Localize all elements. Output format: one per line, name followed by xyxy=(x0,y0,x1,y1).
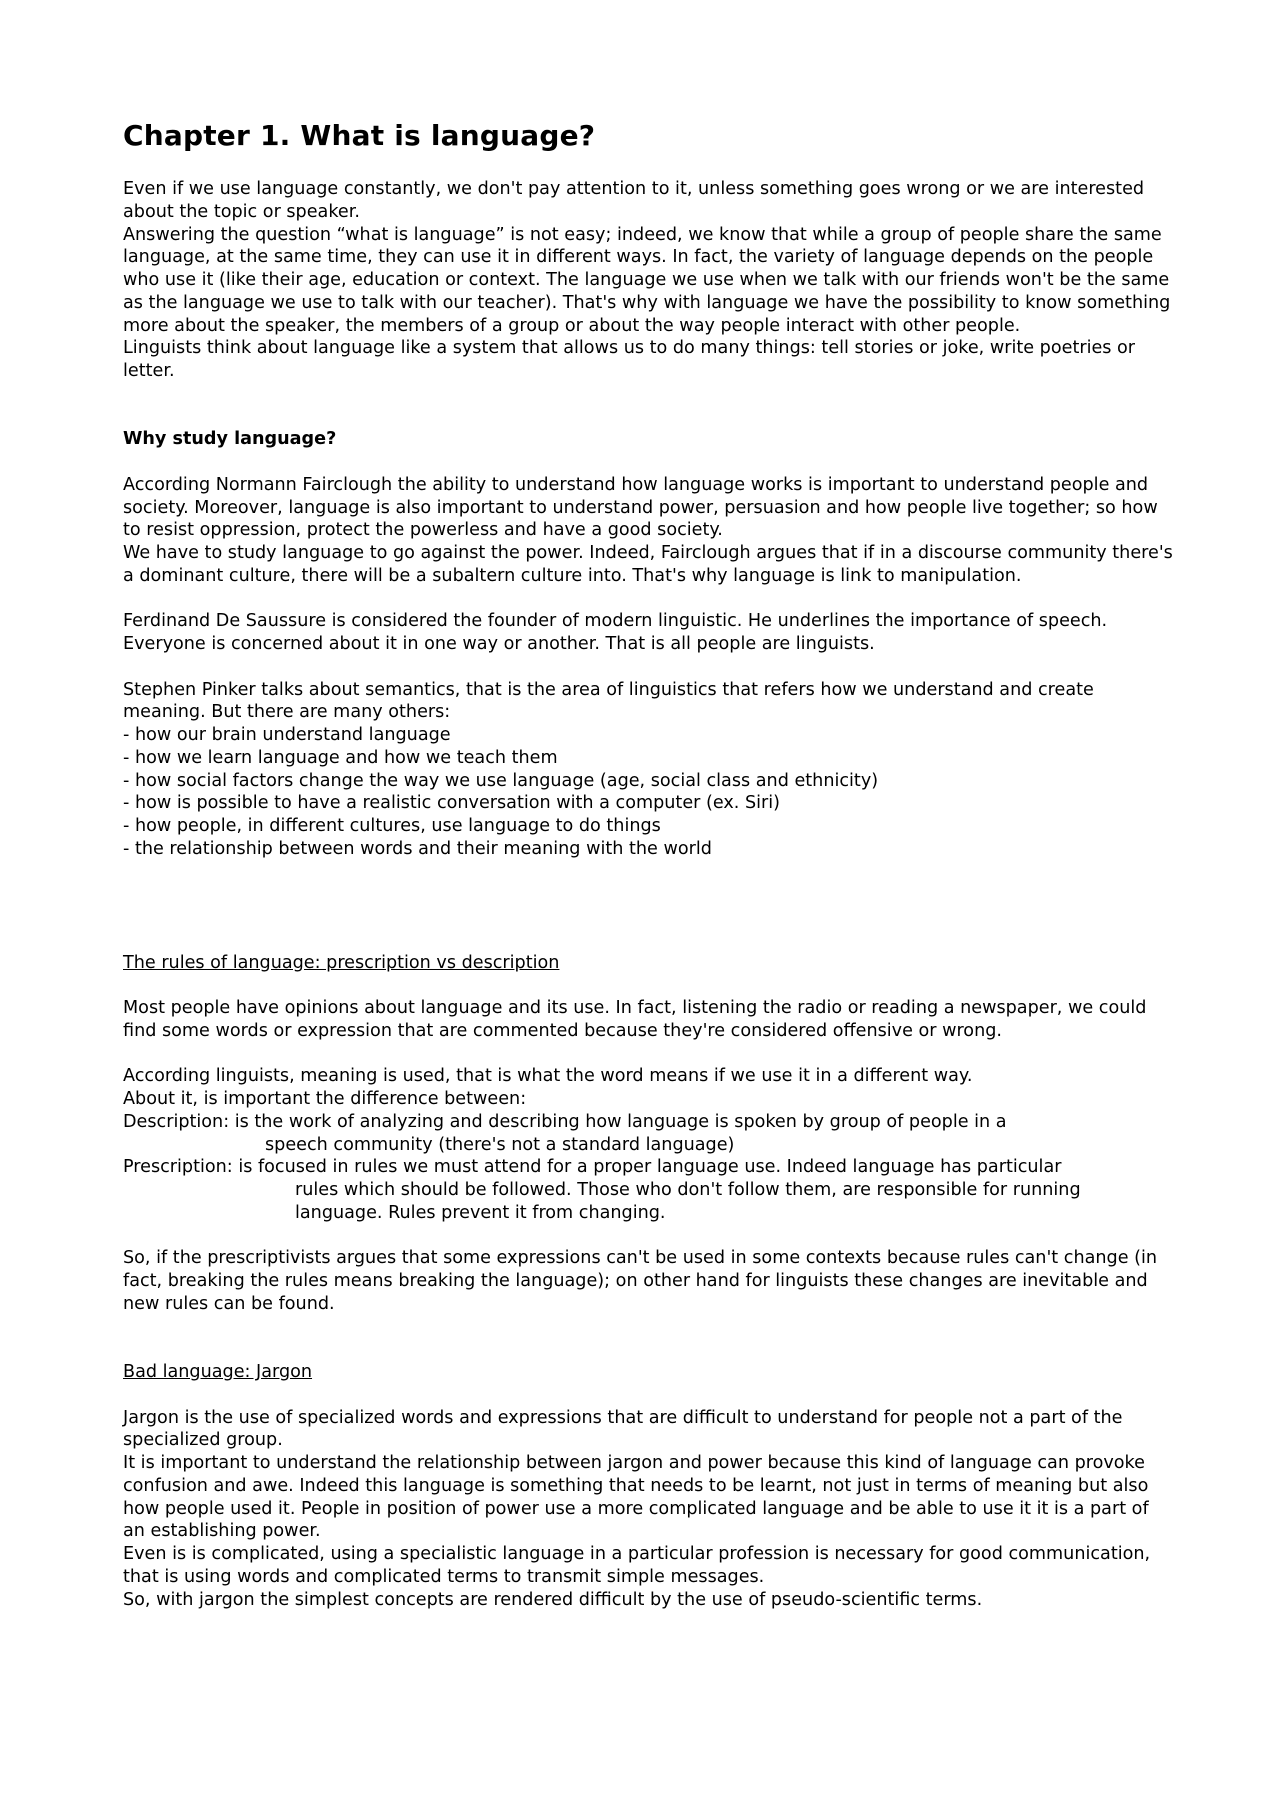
linguistics-areas-list xyxy=(123,724,1173,861)
description-text-line-2: speech community (there's not a standard language) xyxy=(265,1134,735,1155)
spacer xyxy=(123,656,1173,679)
rules-paragraph-3: About it, is important the difference between: xyxy=(123,1089,527,1109)
prescription-text-line-3: language. Rules prevent it from changing. xyxy=(295,1202,666,1223)
description-definition xyxy=(123,1111,1173,1134)
spacer xyxy=(123,588,1173,611)
jargon-paragraph-3: Even is is complicated, using a specialistic language in a particular profession is necessary for good communication, that is using words and complicated terms to transmit simple messages. xyxy=(123,1544,1151,1587)
list-item: - how our brain understand language xyxy=(123,725,451,745)
prescription-term: Prescription: xyxy=(123,1157,233,1178)
list-item: - how people, in different cultures, use language to do things xyxy=(123,816,661,836)
intro-paragraph-2: Answering the question “what is language” is not easy; indeed, we know that while a group of people share the same language, at the same time, they can use it in different ways. In fact, the variety of language depends on the people who use it (like their age, education or context. The language we use when we talk with our friends won't be the same as the language we use to talk with our teacher). That's why with language we have the possibility to know something more about the speaker, the members of a group or about the way people interact with other people. xyxy=(123,224,1171,336)
spacer xyxy=(123,1316,1173,1362)
list-item: - the relationship between words and their meaning with the world xyxy=(123,838,712,859)
rules-paragraph-1: Most people have opinions about language and its use. In fact, listening the radio or reading a newspaper, we could find some words or expression that are commented because they're considered offensive or wrong. xyxy=(123,998,1147,1041)
description-text-line-1: is the work of analyzing and describing how language is spoken by group of people in a xyxy=(229,1111,1007,1132)
document-body xyxy=(123,118,1173,1611)
jargon-paragraph-1: Jargon is the use of specialized words and expressions that are difficult to understand for people not a part of the specialized group. xyxy=(123,1407,1123,1451)
rules-paragraph-2: According linguists, meaning is used, that is what the word means if we use it in a different way. xyxy=(123,1066,973,1087)
spacer xyxy=(123,974,1173,997)
section-heading-why-study: Why study language? xyxy=(123,429,337,450)
list-item: - how is possible to have a realistic conversation with a computer (ex. Siri) xyxy=(123,793,780,814)
spacer xyxy=(123,1225,1173,1248)
intro-paragraph-3: Linguists think about language like a system that allows us to do many things: tell stories or joke, write poetries or letter. xyxy=(123,338,1136,381)
why-study-paragraph-3: Ferdinand De Saussure is considered the founder of modern linguistic. He underlines the importance of speech. Everyone is concerned about it in one way or another. That is all people are linguists. xyxy=(123,611,1108,654)
description-term: Description: xyxy=(123,1111,230,1132)
prescription-text-line-1: is focused in rules we must attend for a proper language use. Indeed language has particular xyxy=(232,1157,1062,1178)
why-study-paragraph-4: Stephen Pinker talks about semantics, that is the area of linguistics that refers how we understand and create meaning. But there are many others: xyxy=(123,679,1094,723)
prescription-text-line-2: rules which should be followed. Those who don't follow them, are responsible for running xyxy=(295,1180,1081,1200)
spacer xyxy=(123,451,1173,474)
jargon-paragraph-2: It is important to understand the relationship between jargon and power because this kind of language can provoke confusion and awe. Indeed this language is something that needs to be learnt, not just in terms of meaning but also how people used it. People in position of power use a more complicated language and be able to use it it is a part of an establishing power. xyxy=(123,1453,1149,1542)
rules-paragraph-4: So, if the prescriptivists argues that some expressions can't be used in some contexts because rules can't change (in fact, breaking the rules means breaking the language); on other hand for linguists these changes are inevitable and new rules can be found. xyxy=(123,1248,1158,1314)
section-heading-rules: The rules of language: prescription vs description xyxy=(123,952,560,973)
spacer xyxy=(123,1384,1173,1407)
spacer xyxy=(123,861,1173,952)
section-heading-jargon: Bad language: Jargon xyxy=(123,1362,313,1382)
why-study-paragraph-1: According Normann Fairclough the ability to understand how language works is important to understand people and society. Moreover, language is also important to understand power, persuasion and how people live together; so how to resist oppression, protect the powerless and have a good society. xyxy=(123,474,1158,541)
why-study-paragraph-2: We have to study language to go against the power. Indeed, Fairclough argues that if in a discourse community there's a dominant culture, there will be a subaltern culture into. That's why language is link to manipulation. xyxy=(123,543,1173,586)
list-item: - how we learn language and how we teach them xyxy=(123,747,558,768)
spacer xyxy=(123,1043,1173,1066)
spacer xyxy=(123,383,1173,429)
intro-paragraph-1: Even if we use language constantly, we don't pay attention to it, unless something goes wrong or we are interested about the topic or speaker. xyxy=(123,179,1145,222)
jargon-paragraph-4: So, with jargon the simplest concepts are rendered difficult by the use of pseudo-scientific terms. xyxy=(123,1589,983,1610)
list-item: - how social factors change the way we use language (age, social class and ethnicity) xyxy=(123,770,879,791)
chapter-title: Chapter 1. What is language? xyxy=(123,119,596,152)
prescription-definition xyxy=(123,1156,1173,1179)
